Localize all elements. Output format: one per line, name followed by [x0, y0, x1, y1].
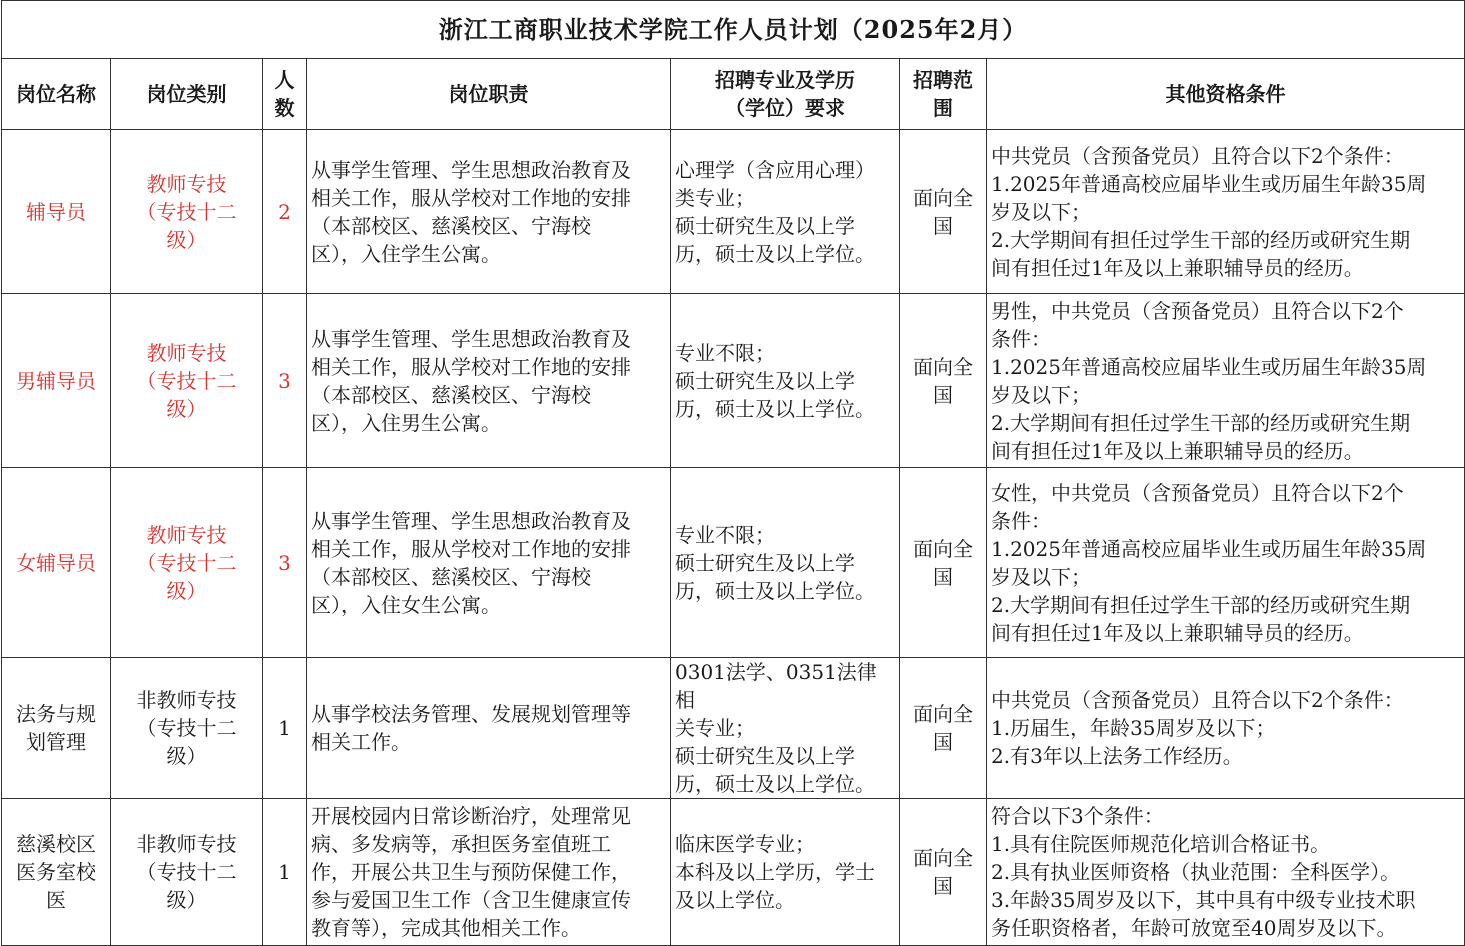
header-row — [2, 59, 1465, 130]
cell-position-name: 男辅导员 — [2, 294, 111, 468]
cell-position-category: 教师专技 （专技十二 级） — [111, 130, 263, 294]
header-position-category: 岗位类别 — [111, 59, 263, 130]
table-row — [2, 468, 1465, 658]
cell-headcount: 3 — [263, 468, 307, 658]
cell-duty: 开展校园内日常诊断治疗，处理常见 病、多发病等，承担医务室值班工 作，开展公共卫生与预防保健工作， 参与爱国卫生工作（含卫生健康宣传 教育等），完成其他相关工作。 — [307, 799, 671, 946]
cell-other-conditions: 中共党员（含预备党员）且符合以下2个条件： 1.2025年普通高校应届毕业生或历届生年龄35周 岁及以下； 2.大学期间有担任过学生干部的经历或研究生期 间有担任过1年及以上兼职辅导员的经历。 — [987, 130, 1465, 294]
cell-headcount: 3 — [263, 294, 307, 468]
cell-position-name: 法务与规 划管理 — [2, 658, 111, 799]
cell-recruit-scope: 面向全 国 — [900, 130, 987, 294]
cell-major-requirements: 专业不限； 硕士研究生及以上学 历，硕士及以上学位。 — [671, 468, 900, 658]
table-row — [2, 658, 1465, 799]
cell-duty: 从事学生管理、学生思想政治教育及 相关工作，服从学校对工作地的安排 （本部校区、慈溪校区、宁海校 区），入住女生公寓。 — [307, 468, 671, 658]
table-row — [2, 130, 1465, 294]
cell-major-requirements: 心理学（含应用心理） 类专业； 硕士研究生及以上学 历，硕士及以上学位。 — [671, 130, 900, 294]
cell-other-conditions: 符合以下3个条件： 1.具有住院医师规范化培训合格证书。 2.具有执业医师资格（执业范围：全科医学）。 3.年龄35周岁及以下，其中具有中级专业技术职 务任职资格者，年龄可放宽至40周岁及以下。 — [987, 799, 1465, 946]
header-major-requirements: 招聘专业及学历 （学位）要求 — [671, 59, 900, 130]
cell-other-conditions: 男性，中共党员（含预备党员）且符合以下2个 条件： 1.2025年普通高校应届毕业生或历届生年龄35周 岁及以下； 2.大学期间有担任过学生干部的经历或研究生期 间有担任过1年及以上兼职辅导员的经历。 — [987, 294, 1465, 468]
header-position-name: 岗位名称 — [2, 59, 111, 130]
cell-recruit-scope: 面向全 国 — [900, 799, 987, 946]
cell-other-conditions: 女性，中共党员（含预备党员）且符合以下2个 条件： 1.2025年普通高校应届毕业生或历届生年龄35周 岁及以下； 2.大学期间有担任过学生干部的经历或研究生期 间有担任过1年及以上兼职辅导员的经历。 — [987, 468, 1465, 658]
header-recruit-scope: 招聘范 围 — [900, 59, 987, 130]
cell-other-conditions: 中共党员（含预备党员）且符合以下2个条件： 1.历届生，年龄35周岁及以下； 2.有3年以上法务工作经历。 — [987, 658, 1465, 799]
header-headcount: 人 数 — [263, 59, 307, 130]
cell-position-category: 非教师专技 （专技十二 级） — [111, 799, 263, 946]
cell-recruit-scope: 面向全 国 — [900, 294, 987, 468]
cell-headcount: 1 — [263, 799, 307, 946]
cell-duty: 从事学生管理、学生思想政治教育及 相关工作，服从学校对工作地的安排 （本部校区、慈溪校区、宁海校 区），入住学生公寓。 — [307, 130, 671, 294]
cell-headcount: 1 — [263, 658, 307, 799]
cell-position-name: 辅导员 — [2, 130, 111, 294]
cell-major-requirements: 0301法学、0351法律相 关专业； 硕士研究生及以上学 历，硕士及以上学位。 — [671, 658, 900, 799]
cell-recruit-scope: 面向全 国 — [900, 468, 987, 658]
cell-duty: 从事学生管理、学生思想政治教育及 相关工作，服从学校对工作地的安排 （本部校区、慈溪校区、宁海校 区），入住男生公寓。 — [307, 294, 671, 468]
cell-position-category: 非教师专技 （专技十二 级） — [111, 658, 263, 799]
cell-position-category: 教师专技 （专技十二 级） — [111, 294, 263, 468]
cell-recruit-scope: 面向全 国 — [900, 658, 987, 799]
cell-duty: 从事学校法务管理、发展规划管理等 相关工作。 — [307, 658, 671, 799]
cell-position-category: 教师专技 （专技十二 级） — [111, 468, 263, 658]
cell-position-name: 慈溪校区 医务室校 医 — [2, 799, 111, 946]
cell-position-name: 女辅导员 — [2, 468, 111, 658]
table-row — [2, 799, 1465, 946]
cell-major-requirements: 临床医学专业； 本科及以上学历，学士 及以上学位。 — [671, 799, 900, 946]
recruitment-table — [1, 0, 1465, 946]
header-duty: 岗位职责 — [307, 59, 671, 130]
cell-major-requirements: 专业不限； 硕士研究生及以上学 历，硕士及以上学位。 — [671, 294, 900, 468]
cell-headcount: 2 — [263, 130, 307, 294]
table-body — [2, 130, 1465, 946]
table-row — [2, 294, 1465, 468]
header-other-conditions: 其他资格条件 — [987, 59, 1465, 130]
table-title: 浙江工商职业技术学院工作人员计划（2025年2月） — [2, 1, 1465, 59]
